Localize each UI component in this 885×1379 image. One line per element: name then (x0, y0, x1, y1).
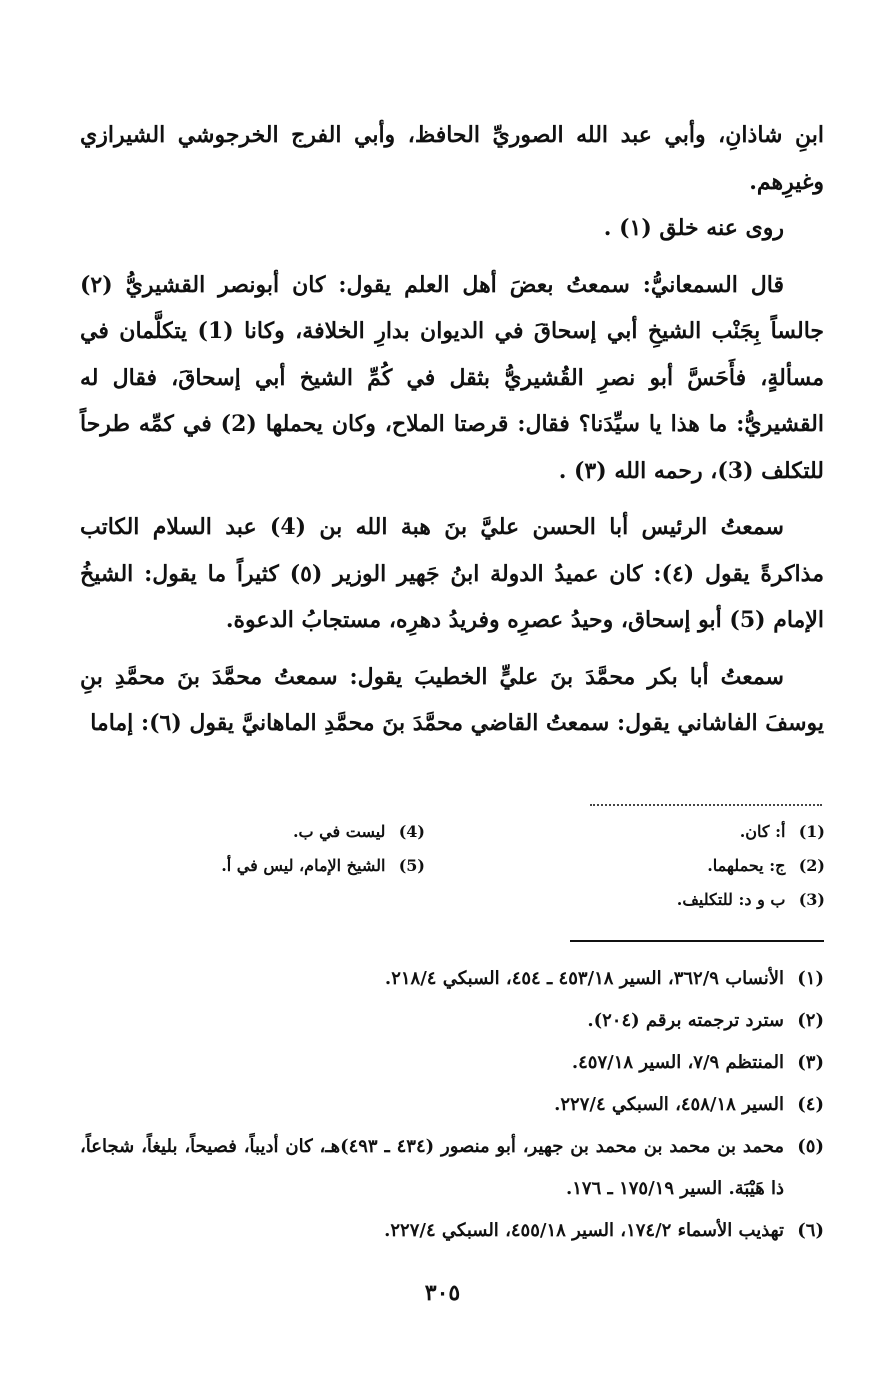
footnote-text: محمد بن محمد بن محمد بن جهير، أبو منصور (٤٣٤ ـ ٤٩٣)هـ، كان أديباً، فصيحاً، بليغاً، شجاعاً، ذا هَيْبَة. السير ١٧٥/١٩ ـ ١٧٦. (80, 1136, 784, 1199)
variant-note-text: ج: يحملهما. (707, 856, 786, 875)
page-number: ٣٠٥ (424, 1280, 461, 1306)
variant-note-number: (4) (398, 822, 425, 841)
footnote-number: (٢) (797, 1010, 824, 1031)
footnote-number: (١) (797, 968, 824, 989)
footnote-text: الأنساب ٣٦٢/٩، السير ٤٥٣/١٨ ـ ٤٥٤، السبكي ٢١٨/٤. (384, 968, 784, 989)
variant-notes-column-left (45, 815, 425, 883)
variant-notes-column-right (445, 815, 825, 917)
paragraph: روى عنه خلق (١) . (603, 215, 784, 241)
paragraph: سمعتُ الرئيس أبا الحسن عليَّ بنَ هبة الله بن (4) عبد السلام الكاتب مذاكرةً يقول (٤): كان عميدُ الدولة ابنُ جَهير الوزير (٥) كثيراً ما يقول: الشيخُ الإمام (5) أبو إسحاق، وحيدُ عصرِه وفريدُ دهرِه، مستجابُ الدعوة. (80, 514, 824, 633)
variant-note (45, 815, 425, 849)
footnote (80, 1126, 824, 1210)
paragraph: ابنِ شاذانِ، وأبي عبد الله الصوريِّ الحافظ، وأبي الفرج الخرجوشي الشيرازي وغيرِهم. (80, 122, 824, 195)
variant-note-text: الشيخ الإمام، ليس في أ. (221, 856, 386, 875)
variant-note-text: ليست في ب. (292, 822, 386, 841)
footnote-number: (٣) (797, 1052, 824, 1073)
variant-note-number: (2) (798, 856, 825, 875)
footnote-text: المنتظم ٧/٩، السير ٤٥٧/١٨. (571, 1052, 784, 1073)
variant-note (445, 883, 825, 917)
footnote-separator (570, 940, 824, 942)
dotted-divider (590, 788, 822, 806)
variant-notes (60, 815, 825, 915)
main-text (80, 112, 824, 747)
footnote-text: السير ٤٥٨/١٨، السبكي ٢٢٧/٤. (554, 1094, 784, 1115)
footnote-number: (٤) (797, 1094, 824, 1115)
footnotes (80, 958, 824, 1252)
variant-note-number: (3) (798, 890, 825, 909)
variant-note (45, 849, 425, 883)
variant-note-number: (1) (798, 822, 825, 841)
variant-note-number: (5) (398, 856, 425, 875)
variant-note-text: أ: كان. (739, 822, 786, 841)
paragraph: سمعتُ أبا بكر محمَّدَ بنَ عليٍّ الخطيبَ يقول: سمعتُ محمَّدَ بنَ محمَّدِ بنِ يوسفَ الفاشاني يقول: سمعتُ القاضي محمَّدَ بنَ محمَّدِ الماهانيَّ يقول (٦): إماما (80, 663, 824, 736)
paragraph: قال السمعانيُّ: سمعتُ بعضَ أهل العلم يقول: كان أبونصر القشيريُّ (٢) جالساً بِجَنْب الشيخِ أبي إسحاقَ في الديوان بدارِ الخلافة، وكانا (1) يتكلَّمان في مسألةٍ، فأَحَسَّ أبو نصرِ القُشيريُّ بثقل في كُمِّ الشيخ أبي إسحاقَ، فقال له القشيريُّ: ما هذا يا سيِّدَنا؟ فقال: قرصتا الملاح، وكان يحملها (2) في كمِّه طرحاً للتكلف (3)، رحمه الله (٣) . (80, 271, 824, 484)
variant-note (445, 849, 825, 883)
footnote-text: سترد ترجمته برقم (٢٠٤). (587, 1010, 784, 1031)
footnote-number: (٥) (797, 1136, 824, 1157)
footnote (80, 1042, 824, 1084)
footnote-number: (٦) (797, 1220, 824, 1241)
footnote-text: تهذيب الأسماء ١٧٤/٢، السير ٤٥٥/١٨، السبكي ٢٢٧/٤. (384, 1220, 784, 1241)
variant-note (445, 815, 825, 849)
footnote (80, 958, 824, 1000)
variant-note-text: ب و د: للتكليف. (676, 890, 786, 909)
footnote (80, 1084, 824, 1126)
footnote (80, 1000, 824, 1042)
footnote (80, 1210, 824, 1252)
